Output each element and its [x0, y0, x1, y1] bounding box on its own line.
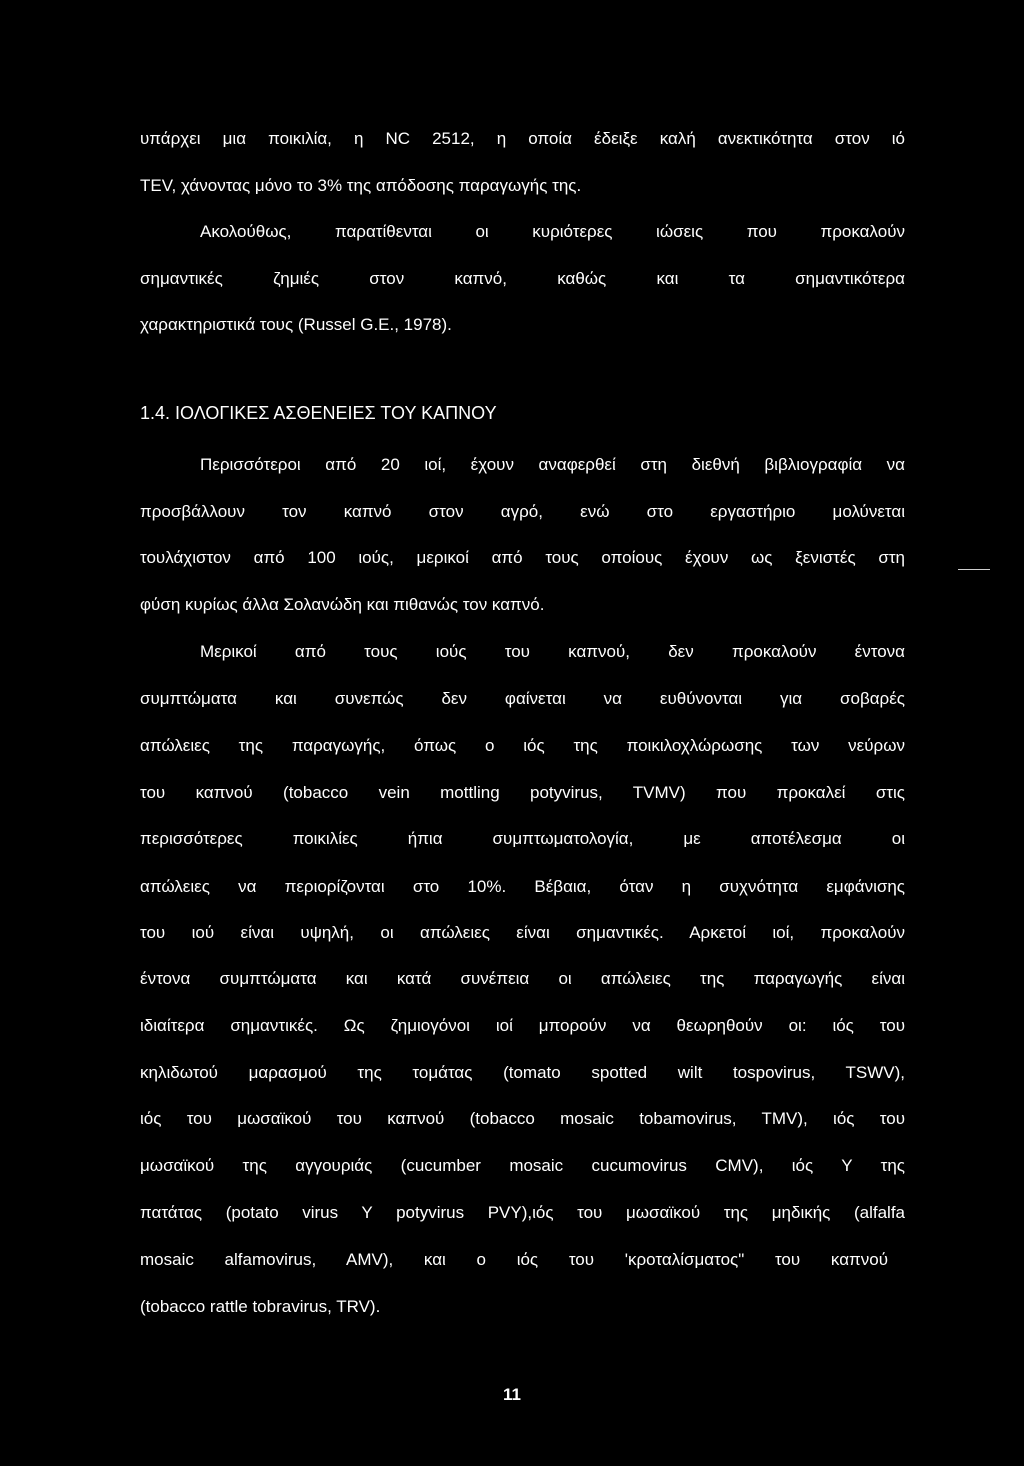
paragraph-line: κηλιδωτού μαρασμού της τομάτας (tomato spotted wilt tospovirus, TSWV),: [140, 1063, 905, 1082]
paragraph-line: (tobacco rattle tobravirus, TRV).: [140, 1297, 381, 1316]
paragraph-line: φύση κυρίως άλλα Σολανώδη και πιθανώς τον καπνό.: [140, 595, 545, 614]
paragraph-line: υπάρχει μια ποικιλία, η NC 2512, η οποία έδειξε καλή ανεκτικότητα στον ιό: [140, 129, 905, 148]
paragraph-line: απώλειες να περιορίζονται στο 10%. Βέβαια, όταν η συχνότητα εμφάνισης: [140, 877, 905, 896]
paragraph-line: mosaic alfamovirus, AMV), και ο ιός του 'κροταλίσματος" του καπνού: [140, 1250, 888, 1269]
paragraph-line: έντονα συμπτώματα και κατά συνέπεια οι απώλειες της παραγωγής είναι: [140, 969, 905, 988]
paragraph-line: περισσότερες ποικιλίες ήπια συμπτωματολογία, με αποτέλεσμα οι: [140, 829, 905, 848]
margin-mark: [958, 569, 990, 570]
paragraph-line: του ιού είναι υψηλή, οι απώλειες είναι σημαντικές. Αρκετοί ιοί, προκαλούν: [140, 923, 905, 942]
paragraph-line: τουλάχιστον από 100 ιούς, μερικοί από τους οποίους έχουν ως ξενιστές στη: [140, 548, 905, 567]
page-number: 11: [503, 1385, 521, 1404]
section-heading: 1.4. ΙΟΛΟΓΙΚΕΣ ΑΣΘΕΝΕΙΕΣ ΤΟΥ ΚΑΠΝΟΥ: [140, 403, 497, 423]
paragraph-line: συμπτώματα και συνεπώς δεν φαίνεται να ευθύνονται για σοβαρές: [140, 689, 905, 708]
paragraph-line: ιός του μωσαϊκού του καπνού (tobacco mosaic tobamovirus, TMV), ιός του: [140, 1109, 905, 1128]
paragraph-line: TEV, χάνοντας μόνο το 3% της απόδοσης παραγωγής της.: [140, 176, 582, 195]
paragraph-line: Περισσότεροι από 20 ιοί, έχουν αναφερθεί στη διεθνή βιβλιογραφία να: [200, 455, 905, 474]
paragraph-line: ιδιαίτερα σημαντικές. Ως ζημιογόνοι ιοί μπορούν να θεωρηθούν οι: ιός του: [140, 1016, 905, 1035]
paragraph-line: Ακολούθως, παρατίθενται οι κυριότερες ιώσεις που προκαλούν: [200, 222, 905, 241]
paragraph-line: πατάτας (potato virus Y potyvirus PVY),ιός του μωσαϊκού της μηδικής (alfalfa: [140, 1203, 905, 1222]
paragraph-line: σημαντικές ζημιές στον καπνό, καθώς και τα σημαντικότερα: [140, 269, 905, 288]
paragraph-line: Μερικοί από τους ιούς του καπνού, δεν προκαλούν έντονα: [200, 642, 905, 661]
paragraph-line: μωσαϊκού της αγγουριάς (cucumber mosaic cucumovirus CMV), ιός Υ της: [140, 1156, 905, 1175]
paragraph-line: προσβάλλουν τον καπνό στον αγρό, ενώ στο εργαστήριο μολύνεται: [140, 502, 905, 521]
paragraph-line: απώλειες της παραγωγής, όπως ο ιός της ποικιλοχλώρωσης των νεύρων: [140, 736, 905, 755]
paragraph-line: χαρακτηριστικά τους (Russel G.E., 1978).: [140, 315, 452, 334]
paragraph-line: του καπνού (tobacco vein mottling potyvirus, TVMV) που προκαλεί στις: [140, 783, 905, 802]
